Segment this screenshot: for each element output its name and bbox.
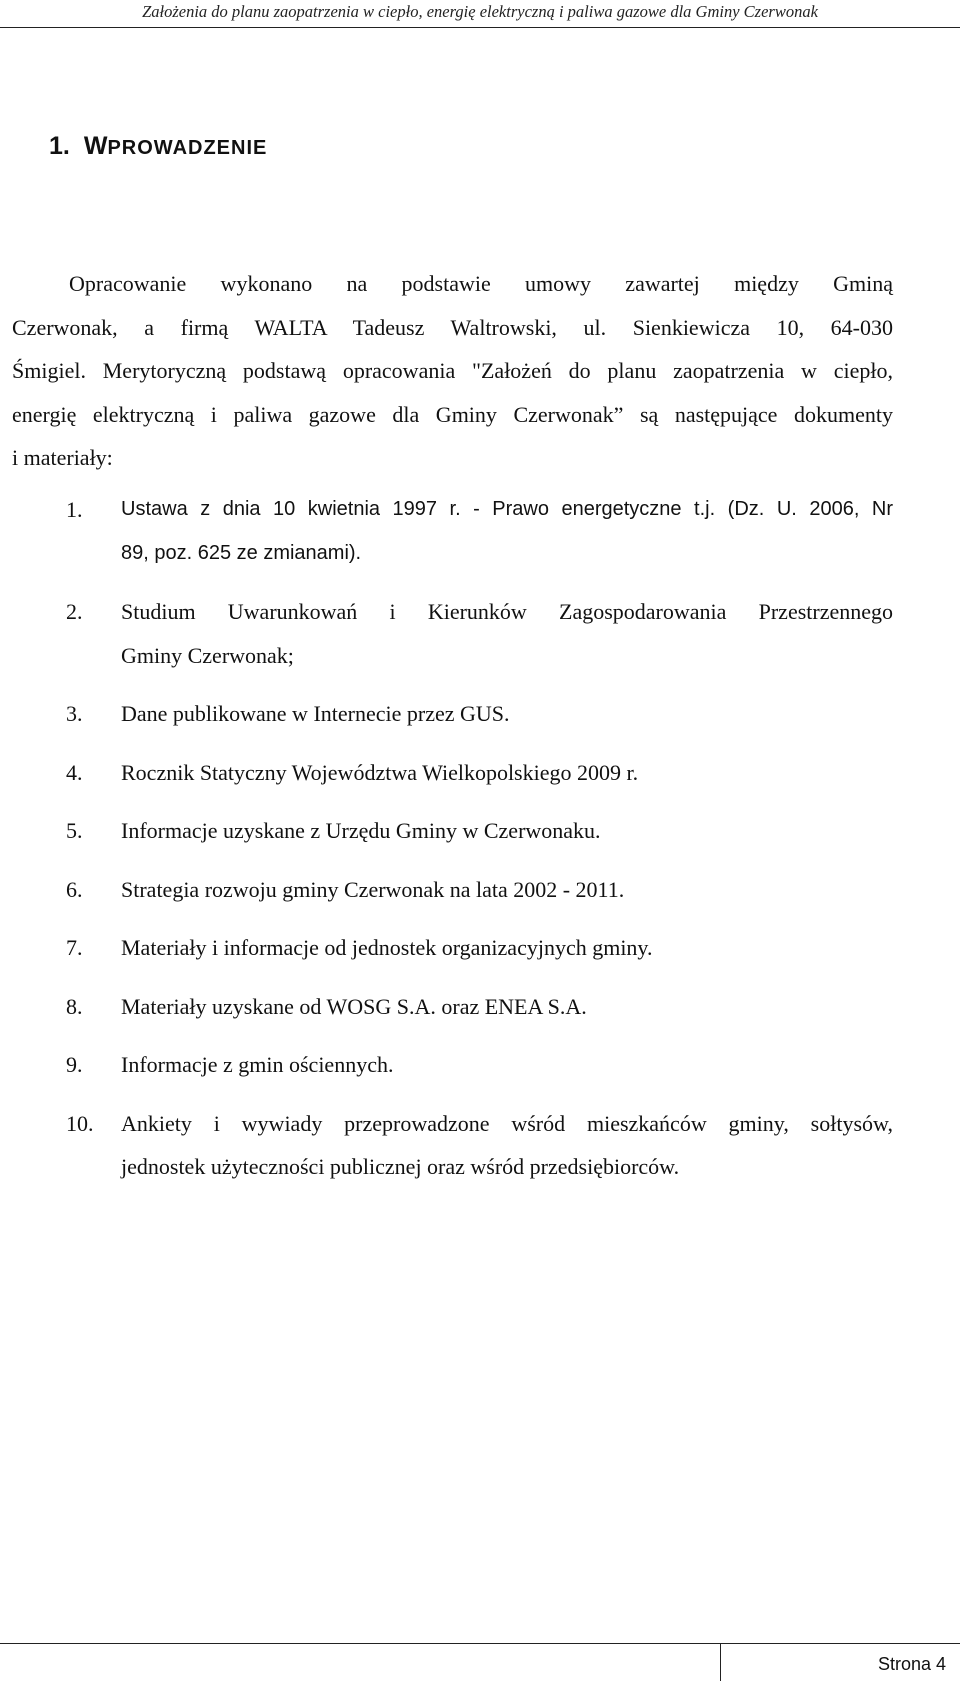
list-item-number: 6. xyxy=(66,876,83,902)
sources-list xyxy=(0,488,893,1189)
list-item xyxy=(0,692,893,736)
intro-line: i materiały: xyxy=(12,445,113,470)
list-item xyxy=(0,809,893,853)
intro-line: energię elektryczną i paliwa gazowe dla Gminy Czerwonak” są następujące dokumenty xyxy=(12,401,893,427)
list-item-number: 10. xyxy=(66,1110,94,1136)
list-item-line: 89, poz. 625 ze zmianami). xyxy=(121,541,362,564)
list-item-number: 9. xyxy=(66,1052,83,1077)
intro-line: Śmigiel. Merytoryczną podstawą opracowania "Założeń do planu zaopatrzenia w ciepło, xyxy=(12,358,893,383)
list-item xyxy=(0,926,893,970)
footer-divider xyxy=(720,1643,721,1681)
list-item-line: Gminy Czerwonak; xyxy=(121,642,294,668)
list-item-text: Dane publikowane w Internecie przez GUS. xyxy=(121,701,510,726)
intro-paragraph xyxy=(12,262,893,480)
list-item xyxy=(0,1043,893,1087)
list-item xyxy=(0,751,893,795)
list-item-line: jednostek użyteczności publicznej oraz wśród przedsiębiorców. xyxy=(121,1154,680,1179)
footer-rule xyxy=(0,1643,960,1644)
chapter-title-initial: W xyxy=(83,132,108,160)
chapter-title-rest: PROWADZENIE xyxy=(107,137,268,159)
list-item-number: 4. xyxy=(66,759,83,785)
list-item-number: 3. xyxy=(66,701,83,726)
list-item xyxy=(0,868,893,912)
list-item xyxy=(0,488,893,575)
list-item xyxy=(0,590,893,677)
list-item-text: Informacje z gmin ościennych. xyxy=(121,1052,394,1077)
list-item xyxy=(0,985,893,1029)
list-item-text: Materiały uzyskane od WOSG S.A. oraz ENEA S.A. xyxy=(121,993,587,1019)
list-item-number: 8. xyxy=(66,993,83,1019)
list-item-number: 5. xyxy=(66,818,83,843)
list-item-text: Informacje uzyskane z Urzędu Gminy w Czerwonaku. xyxy=(121,818,601,843)
list-item-text xyxy=(121,1102,893,1189)
list-item-line: Ankiety i wywiady przeprowadzone wśród mieszkańców gminy, sołtysów, xyxy=(121,1110,893,1136)
list-item-line: Ustawa z dnia 10 kwietnia 1997 r. - Prawo energetyczne t.j. (Dz. U. 2006, Nr xyxy=(121,498,893,520)
chapter-heading xyxy=(49,130,267,164)
list-item-text xyxy=(121,488,893,575)
list-item-number: 2. xyxy=(66,599,83,624)
intro-line: Czerwonak, a firmą WALTA Tadeusz Waltrowski, ul. Sienkiewicza 10, 64-030 xyxy=(12,314,893,340)
list-item-text: Rocznik Statyczny Województwa Wielkopolskiego 2009 r. xyxy=(121,759,639,785)
list-item-number: 7. xyxy=(66,935,83,960)
page-number: Strona 4 xyxy=(877,1654,946,1674)
running-header: Założenia do planu zaopatrzenia w ciepło, energię elektryczną i paliwa gazowe dla Gminy Czerwonak xyxy=(142,2,818,21)
list-item xyxy=(0,1102,893,1189)
header-rule xyxy=(0,27,960,28)
list-item-number: 1. xyxy=(66,497,83,522)
list-item-text: Materiały i informacje od jednostek organizacyjnych gminy. xyxy=(121,935,653,960)
chapter-number: 1. xyxy=(49,132,70,160)
list-item-text: Strategia rozwoju gminy Czerwonak na lata 2002 - 2011. xyxy=(121,876,625,902)
list-item-line: Studium Uwarunkowań i Kierunków Zagospodarowania Przestrzennego xyxy=(121,599,893,624)
intro-line: Opracowanie wykonano na podstawie umowy zawartej między Gminą xyxy=(69,271,893,296)
list-item-text xyxy=(121,590,893,677)
